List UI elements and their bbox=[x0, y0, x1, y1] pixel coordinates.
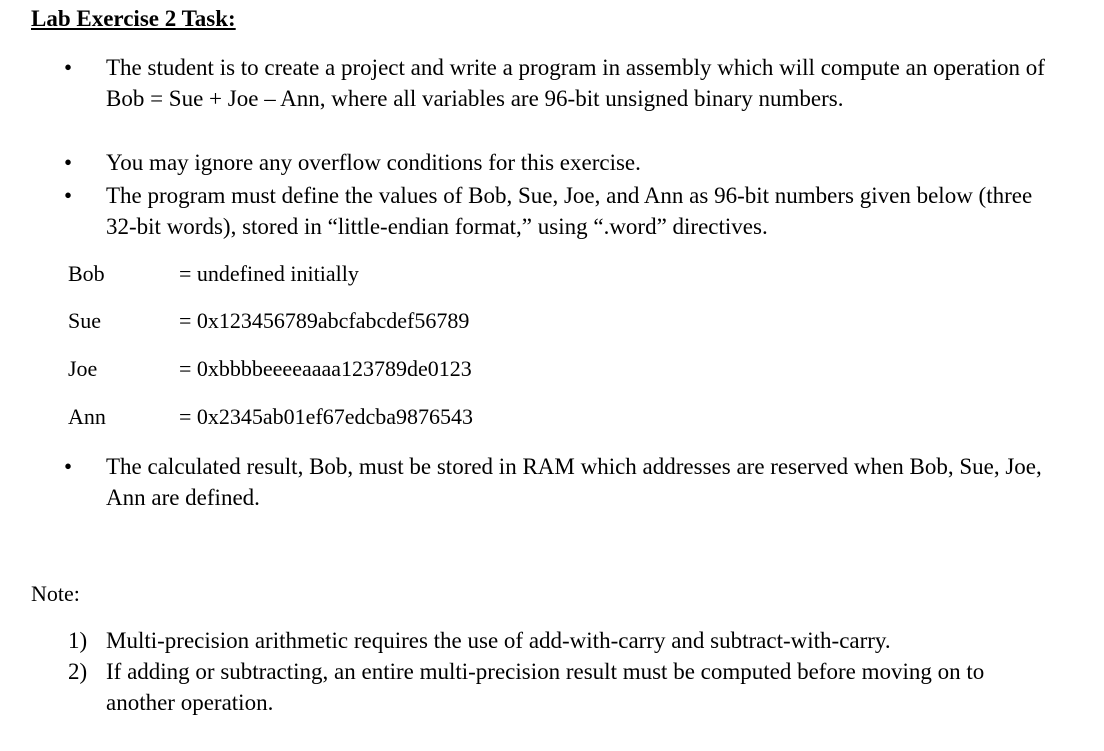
bullet-define-values: The program must define the values of Bob, Sue, Joe, and Ann as 96-bit numbers given below (three 32-bit words), stored in “little-endian format,” using “.word” directives. bbox=[106, 183, 1033, 239]
variable-name-bob: Bob bbox=[68, 261, 105, 286]
note-number: 1) bbox=[68, 628, 88, 653]
bullet-marker: • bbox=[64, 150, 73, 175]
variable-name-sue: Sue bbox=[68, 308, 101, 333]
lab-title: Lab Exercise 2 Task: bbox=[31, 6, 236, 31]
variable-name-joe: Joe bbox=[68, 356, 98, 381]
note-item-multi-precision: If adding or subtracting, an entire multi-precision result must be computed before moving on to another operation. bbox=[106, 659, 985, 715]
bullet-task-description: The student is to create a project and write a program in assembly which will compute an operation of Bob = Sue + Joe – Ann, where all variables are 96-bit unsigned binary numbers. bbox=[106, 55, 1045, 111]
variable-value-joe: = 0xbbbbeeeeaaaa123789de0123 bbox=[179, 356, 472, 381]
variable-name-ann: Ann bbox=[68, 404, 106, 429]
bullet-marker: • bbox=[64, 183, 73, 208]
variable-value-sue: = 0x123456789abcfabcdef56789 bbox=[179, 308, 470, 333]
bullet-result-storage: The calculated result, Bob, must be stored in RAM which addresses are reserved when Bob, Sue, Joe, Ann are defined. bbox=[106, 454, 1042, 510]
note-number: 2) bbox=[68, 659, 88, 684]
bullet-overflow-note: You may ignore any overflow conditions for this exercise. bbox=[106, 150, 641, 175]
bullet-marker: • bbox=[64, 454, 73, 479]
variable-value-bob: = undefined initially bbox=[179, 261, 359, 286]
note-item-carry: Multi-precision arithmetic requires the use of add-with-carry and subtract-with-carry. bbox=[106, 628, 891, 653]
variable-value-ann: = 0x2345ab01ef67edcba9876543 bbox=[179, 404, 474, 429]
bullet-marker: • bbox=[64, 55, 73, 80]
note-label: Note: bbox=[31, 581, 80, 606]
